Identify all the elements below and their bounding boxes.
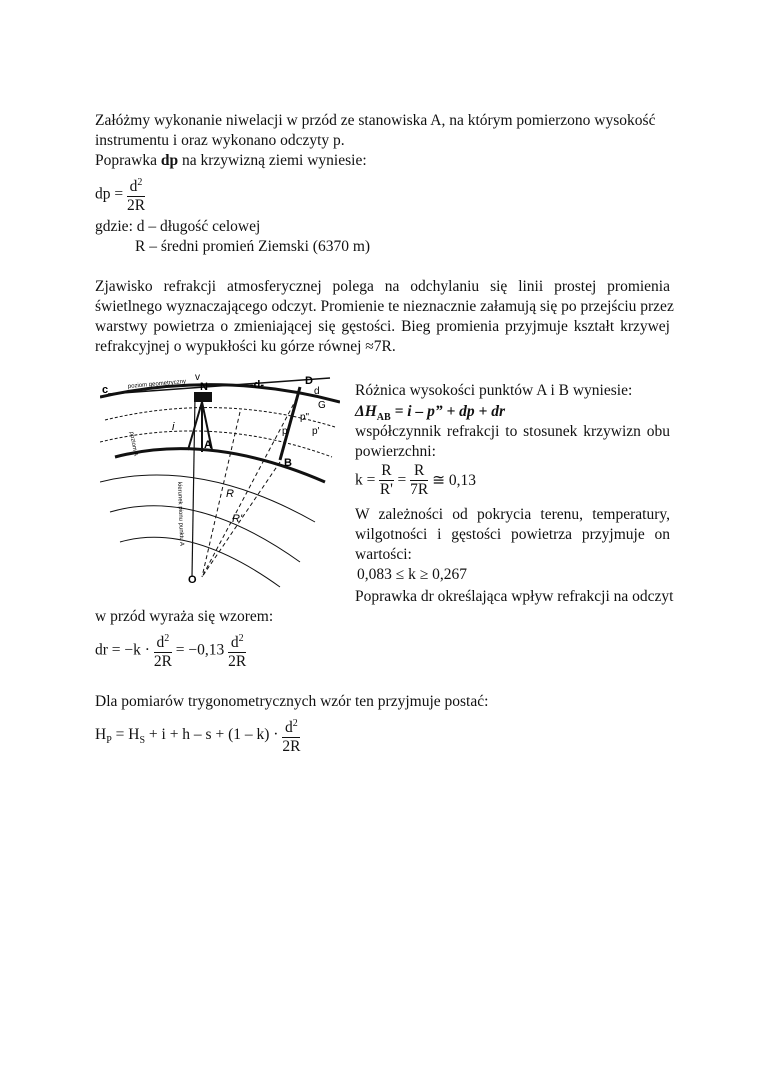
formula-dr <box>95 630 246 671</box>
label-pion: kierunek pionu punktu A <box>176 481 185 547</box>
formula-dh-delta: ΔH <box>355 403 377 420</box>
label-n: N <box>200 381 208 393</box>
formula-hp <box>95 715 300 756</box>
formula-dr-mid: = −0,13 <box>175 641 225 659</box>
formula-hp-eq: = H <box>111 725 140 743</box>
para1-line1: Załóżmy wykonanie niwelacji w przód ze stanowiska A, na którym pomierzono wysokość <box>95 112 656 129</box>
formula-dr-exp2: 2 <box>238 633 244 644</box>
formula-hp-sub-p: P <box>106 734 112 746</box>
para1-line2: instrumentu i oraz wykonano odczyty p. <box>95 132 345 149</box>
formula-hp-sub-s: S <box>139 734 146 746</box>
where-line1: gdzie: d – długość celowej <box>95 218 261 235</box>
formula-hp-frac <box>282 715 300 756</box>
label-D: D <box>305 375 313 387</box>
para2-line2: świetlnego wyznaczającego odczyt. Promienie te nieznacznie załamują się po przejściu przez <box>95 298 674 315</box>
formula-dr-num2: d <box>230 634 239 652</box>
formula-dr-frac2 <box>228 630 246 671</box>
formula-k-d2: 7R <box>410 481 429 498</box>
formula-hp-den: 2R <box>282 738 301 756</box>
formula-hp-rest: + i + h – s + (1 – k) · <box>145 725 279 743</box>
label-G: G <box>318 400 326 411</box>
formula-range: 0,083 ≤ k ≥ 0,267 <box>357 566 468 583</box>
formula-k-d1: R' <box>379 481 393 498</box>
para3-line1: w przód wyraża się wzorem: <box>95 608 274 625</box>
formula-k-n1: R <box>381 462 392 479</box>
formula-k-n2: R <box>410 462 428 481</box>
label-c: c <box>102 384 109 396</box>
label-poziom: poziom geometryczny <box>127 378 187 390</box>
label-v: v <box>195 372 200 383</box>
refraction-figure <box>100 372 340 588</box>
label-pstar: p' <box>312 426 320 437</box>
para2-line4: refrakcyjnej o wypukłości ku górze równej ≈7R. <box>95 338 396 355</box>
label-p: p <box>282 426 288 437</box>
label-pp: p" <box>300 412 310 423</box>
right-line6: wartości: <box>355 546 412 563</box>
formula-k-frac2 <box>410 462 428 499</box>
dp-bold: dp <box>160 152 179 169</box>
formula-k-rest: ≅ 0,13 <box>432 472 477 489</box>
formula-dp <box>95 174 145 215</box>
formula-dh-sub: AB <box>376 412 391 424</box>
right-line1: Różnica wysokości punktów A i B wyniesie: <box>355 382 633 399</box>
formula-k-eq: = <box>397 471 407 489</box>
right-line7: Poprawka dr określająca wpływ refrakcji na odczyt <box>355 588 674 605</box>
formula-dp-fraction <box>127 174 145 215</box>
para2-line3: warstwy powietrza o zmieniającej się gęstości. Bieg promienia przyjmuje kształt krzywej <box>95 318 670 335</box>
formula-dp-exp: 2 <box>137 177 143 188</box>
formula-k-lhs: k = <box>355 471 376 489</box>
right-line5: wilgotności i gęstości powietrza przyjmuje on <box>355 526 670 543</box>
label-R: R <box>226 488 234 500</box>
formula-k-frac1 <box>379 462 393 499</box>
formula-dp-num: d <box>129 178 138 196</box>
formula-dr-exp1: 2 <box>164 633 170 644</box>
para1-line3-pre: Poprawka <box>95 152 161 169</box>
formula-dr-den2: 2R <box>228 653 247 671</box>
label-B: B <box>284 457 292 469</box>
label-R2: R' <box>232 513 243 525</box>
label-A: A <box>204 439 212 451</box>
label-d: -d- <box>250 379 265 391</box>
label-d2: d <box>314 386 320 397</box>
para1-line3 <box>95 151 367 170</box>
para4-line1: Dla pomiarów trygonometrycznych wzór ten przyjmuje postać: <box>95 693 489 710</box>
formula-dr-den1: 2R <box>153 653 172 671</box>
formula-dr-num1: d <box>156 634 165 652</box>
formula-hp-num: d <box>285 719 293 737</box>
para1-line3-post: na krzywizną ziemi wyniesie: <box>178 152 367 169</box>
label-poziom-a: poziom A <box>128 431 139 457</box>
formula-dr-lhs: dr = −k · <box>95 641 150 659</box>
formula-dh-rest: = i – p” + dp + dr <box>390 403 506 420</box>
right-line4: W zależności od pokrycia terenu, temperatury, <box>355 506 670 523</box>
terrain-curve <box>115 449 325 482</box>
where-line2: R – średni promień Ziemski (6370 m) <box>135 238 371 255</box>
instrument-icon <box>194 392 212 402</box>
formula-dr-frac1 <box>154 630 172 671</box>
right-line2: współczynnik refrakcji to stosunek krzywizn obu <box>355 423 670 440</box>
formula-dp-den: 2R <box>127 197 146 215</box>
formula-dp-lhs: dp = <box>95 185 124 203</box>
para2-line1: Zjawisko refrakcji atmosferycznej polega na odchylaniu się linii prostej promienia <box>95 278 670 295</box>
formula-k <box>355 462 476 499</box>
label-i: i <box>172 421 175 433</box>
formula-hp-exp: 2 <box>292 718 298 729</box>
right-line3: powierzchni: <box>355 443 436 460</box>
formula-hp-h: H <box>95 725 107 743</box>
label-O: O <box>188 574 197 586</box>
